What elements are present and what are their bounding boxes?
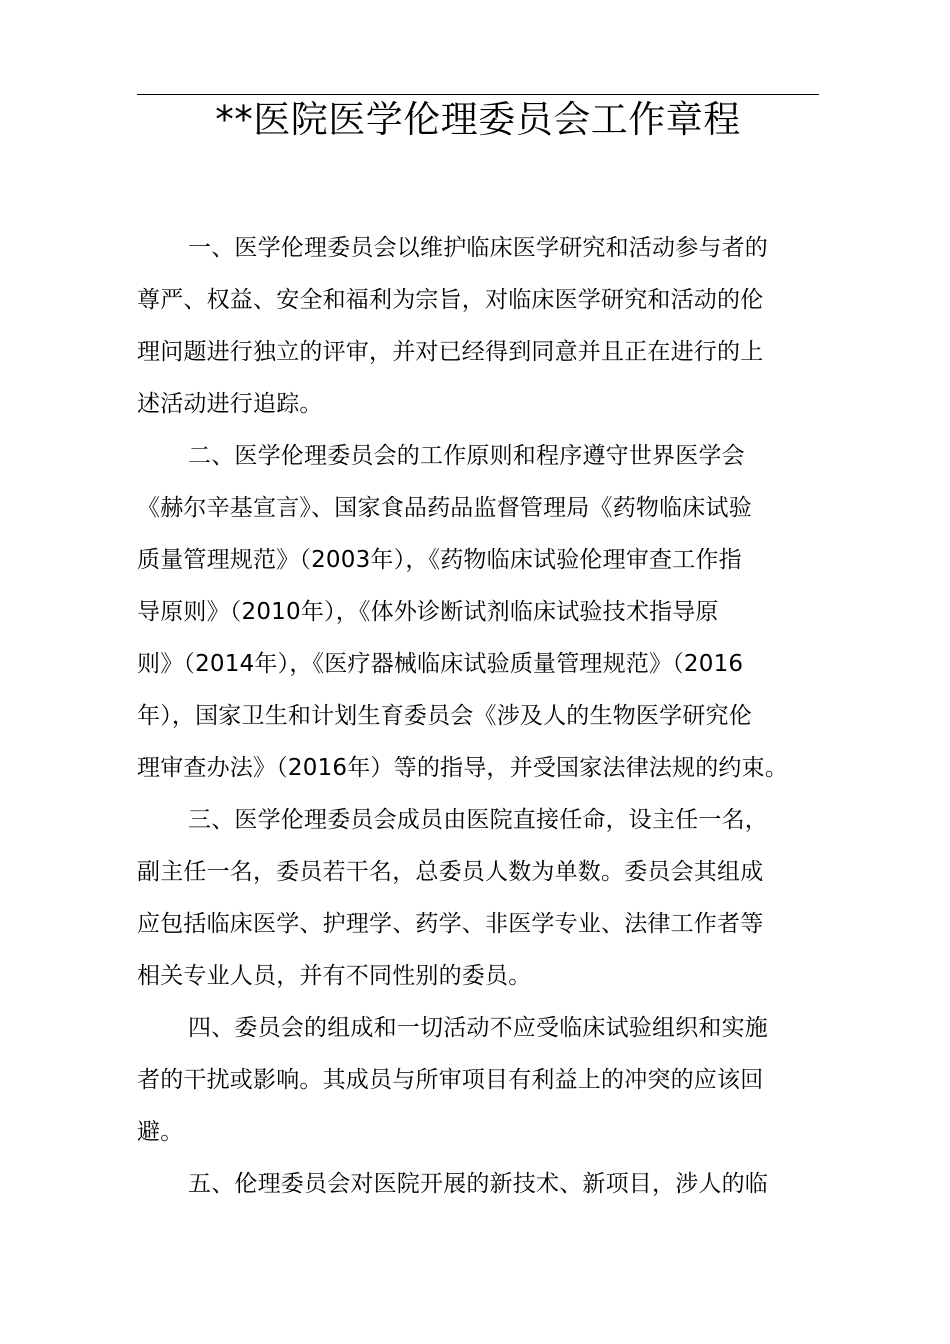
paragraph-line: 年），国家卫生和计划生育委员会《涉及人的生物医学研究伦 bbox=[137, 703, 752, 729]
paragraph-line: 理审查办法》（2016年）等的指导，并受国家法律法规的约束。 bbox=[137, 755, 789, 781]
paragraph-1 bbox=[137, 222, 821, 430]
paragraph-line: 尊严、权益、安全和福利为宗旨，对临床医学研究和活动的伦 bbox=[137, 287, 764, 313]
paragraph-4 bbox=[137, 1002, 821, 1158]
paragraph-line: 述活动进行追踪。 bbox=[137, 391, 323, 417]
paragraph-line: 者的干扰或影响。其成员与所审项目有利益上的冲突的应该回 bbox=[137, 1067, 764, 1093]
paragraph-line: 五、伦理委员会对医院开展的新技术、新项目，涉人的临 bbox=[188, 1171, 768, 1197]
paragraph-line: 二、医学伦理委员会的工作原则和程序遵守世界医学会 bbox=[188, 443, 745, 469]
paragraph-line: 一、医学伦理委员会以维护临床医学研究和活动参与者的 bbox=[188, 235, 768, 261]
paragraph-2 bbox=[137, 430, 821, 794]
paragraph-line: 应包括临床医学、护理学、药学、非医学专业、法律工作者等 bbox=[137, 911, 764, 937]
paragraph-3 bbox=[137, 794, 821, 1002]
paragraph-line: 理问题进行独立的评审，并对已经得到同意并且正在进行的上 bbox=[137, 339, 764, 365]
paragraph-5 bbox=[137, 1158, 821, 1210]
paragraph-line: 《赫尔辛基宣言》、国家食品药品监督管理局《药物临床试验 bbox=[137, 495, 752, 521]
paragraph-line: 四、委员会的组成和一切活动不应受临床试验组织和实施 bbox=[188, 1015, 768, 1041]
paragraph-line: 导原则》（2010年），《体外诊断试剂临床试验技术指导原 bbox=[137, 599, 719, 625]
paragraph-line: 三、医学伦理委员会成员由医院直接任命，设主任一名， bbox=[188, 807, 768, 833]
paragraph-line: 副主任一名，委员若干名，总委员人数为单数。委员会其组成 bbox=[137, 859, 764, 885]
paragraph-line: 则》（2014年），《医疗器械临床试验质量管理规范》（2016 bbox=[137, 651, 744, 677]
paragraph-line: 质量管理规范》（2003年），《药物临床试验伦理审查工作指 bbox=[137, 547, 742, 573]
paragraph-line: 相关专业人员，并有不同性别的委员。 bbox=[137, 963, 532, 989]
document-title: **医院医学伦理委员会工作章程 bbox=[215, 98, 741, 141]
paragraph-line: 避。 bbox=[137, 1119, 184, 1145]
document-body bbox=[137, 222, 821, 1210]
